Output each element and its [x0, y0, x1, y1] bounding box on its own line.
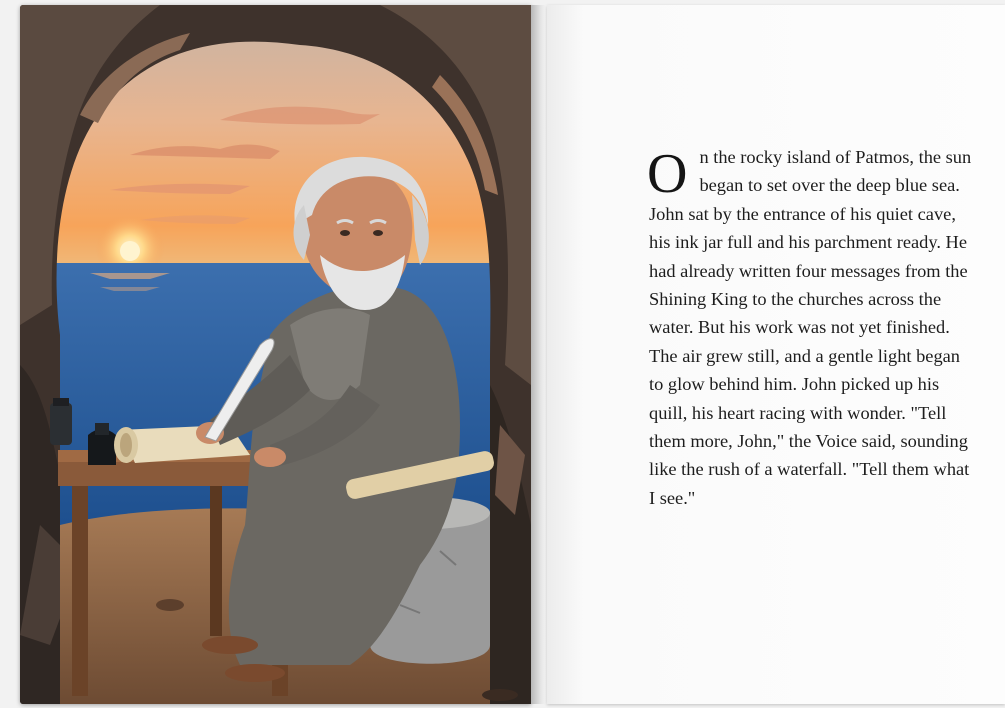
story-illustration: [20, 5, 531, 704]
story-text: n the rocky island of Patmos, the sun began to set over the deep blue sea. John sat by the entrance of his quiet cave, his ink jar full and his parchment ready. He had already written four messages from the Shining King to the churches across the water. But his work was not yet finished. The air grew still, and a gentle light began to glow behind him. John picked up his quill, his heart racing with wonder. "Tell them more, John," the Voice said, sounding like the rush of a waterfall. "Tell them what I see.": [649, 147, 972, 508]
story-paragraph: [649, 143, 977, 512]
book-spine: [531, 5, 547, 704]
illustration-page: [20, 5, 531, 704]
drop-cap: O: [647, 143, 688, 205]
text-page: [547, 5, 1005, 704]
